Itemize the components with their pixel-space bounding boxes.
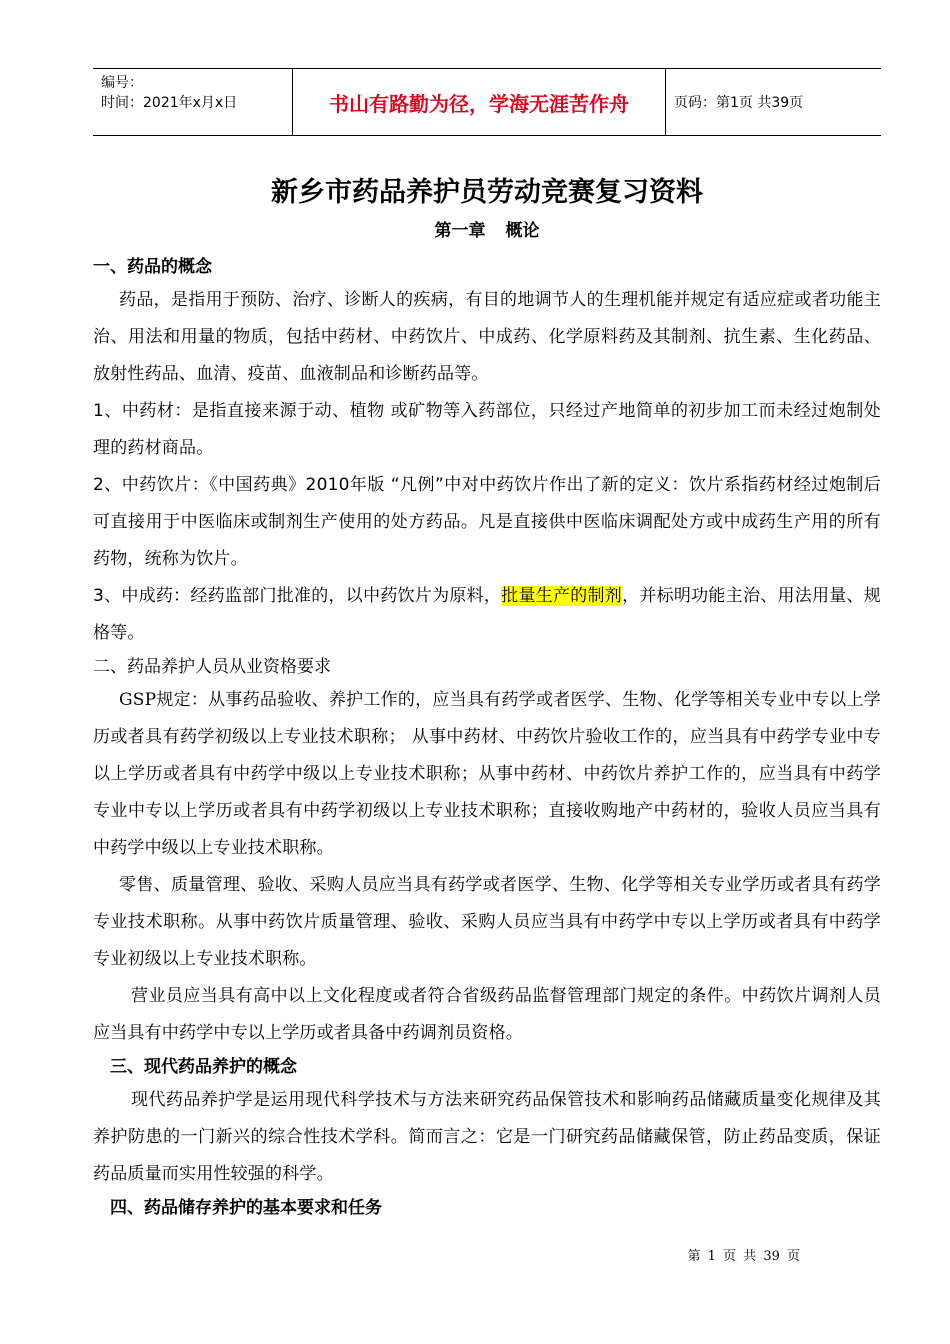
paragraph: GSP规定：从事药品验收、养护工作的，应当具有药学或者医学、生物、化学等相关专业中专以上学历或者具有药学初级以上专业技术职称； 从事中药材、中药饮片验收工作的，应当具有中药学专业中专以上学历或者具有中药学中级以上专业技术职称；从事中药材、中药饮片养护工作的，应当具有中药学专业中专以上学历或者具有中药学初级以上专业技术职称；直接收购地产中药材的，验收人员应当具有中药学中级以上专业技术职称。 — [93, 690, 881, 858]
section-heading-4: 四、药品储存养护的基本要求和任务 — [110, 1198, 382, 1218]
highlighted-text: 批量生产的制剂 — [501, 586, 623, 606]
page-footer: 第 1 页 共 39 页 — [687, 1249, 800, 1264]
paragraph: 现代药品养护学是运用现代科学技术与方法来研究药品保管技术和影响药品储藏质量变化规律及其养护防患的一门新兴的综合性技术学科。简而言之：它是一门研究药品储藏保管，防止药品变质，保证药品质量而实用性较强的科学。 — [93, 1090, 881, 1184]
header-meta-cell — [93, 69, 293, 135]
paragraph: 营业员应当具有高中以上文化程度或者符合省级药品监督管理部门规定的条件。中药饮片调剂人员应当具有中药学中专以上学历或者具备中药调剂员资格。 — [93, 986, 881, 1043]
number-label: 编号： — [101, 75, 143, 91]
header-motto: 书山有路勤为径，学海无涯苦作舟 — [293, 69, 666, 135]
section-heading-2: 二、药品养护人员从业资格要求 — [93, 657, 331, 677]
text-run: ，并标明功能主治、用法用量、规格等。 — [93, 586, 882, 643]
document-body — [93, 170, 881, 1223]
chapter-heading: 第一章 概论 — [434, 221, 540, 241]
time-label: 时间：2021年x月x日 — [101, 95, 238, 111]
list-item: 2、中药饮片：《中国药典》2010年版 “凡例”中对中药饮片作出了新的定义：饮片系指药材经过炮制后可直接用于中医临床或制剂生产使用的处方药品。凡是直接供中医临床调配处方或中成药生产用的所有药物，统称为饮片。 — [93, 475, 881, 569]
section-heading-1: 一、药品的概念 — [93, 257, 212, 277]
list-item — [93, 578, 881, 652]
paragraph: 药品，是指用于预防、治疗、诊断人的疾病，有目的地调节人的生理机能并规定有适应症或者功能主治、用法和用量的物质，包括中药材、中药饮片、中成药、化学原料药及其制剂、抗生素、生化药品、放射性药品、血清、疫苗、血液制品和诊断药品等。 — [93, 290, 881, 384]
header-page-info: 页码：第1页 共39页 — [674, 95, 804, 111]
text-run: 3、中成药：经药监部门批准的，以中药饮片为原料， — [93, 586, 502, 606]
paragraph: 零售、质量管理、验收、采购人员应当具有药学或者医学、生物、化学等相关专业学历或者具有药学专业技术职称。从事中药饮片质量管理、验收、采购人员应当具有中药学中专以上学历或者具有中药学专业初级以上专业技术职称。 — [93, 875, 881, 969]
header-table — [93, 68, 881, 136]
document-title: 新乡市药品养护员劳动竞赛复习资料 — [271, 177, 703, 208]
section-heading-3: 三、现代药品养护的概念 — [110, 1057, 297, 1077]
list-item: 1、中药材：是指直接来源于动、植物 或矿物等入药部位，只经过产地简单的初步加工而未经过炮制处理的药材商品。 — [93, 401, 881, 458]
